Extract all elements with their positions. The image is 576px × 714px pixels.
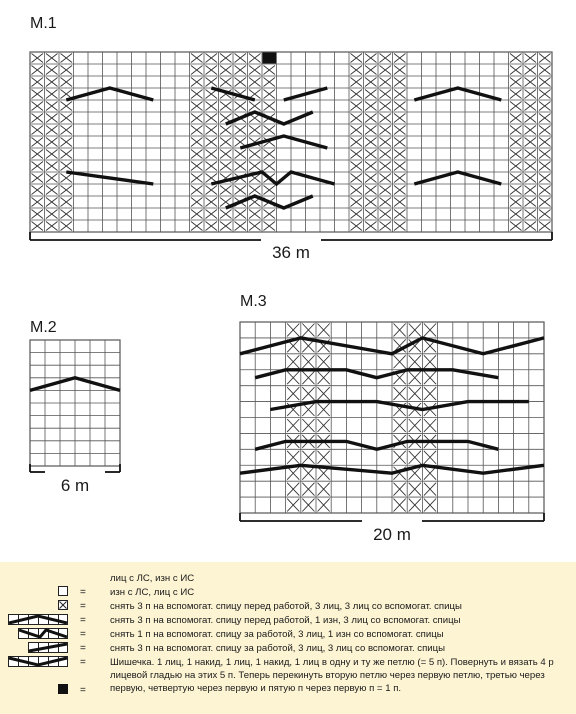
legend-text-bobble: Шишечка. 1 лиц, 1 накид, 1 лиц, 1 накид, 1 лиц в одну и ту же петлю (= 5 п). Повернуть и вязать 4 р лицевой гладью на этих 5 п. Теперь перекинуть вторую петлю через первую петлю, третью через первую, четвертую через первую и пятую п через первую п = 1 п.	[110, 657, 554, 694]
legend-equals: =	[80, 685, 86, 696]
chart-m3-title: M.3	[240, 293, 267, 310]
chart-m2-grid	[30, 340, 120, 466]
knit-square-icon	[58, 586, 68, 596]
legend-text-cable-3-3-back: снять 3 п на вспомогат. спицу за работой, 3 лиц, 3 лиц со вспомогат. спицы	[110, 643, 446, 654]
cable-3-1-3-front-icon	[18, 628, 68, 639]
legend-panel	[0, 562, 576, 714]
legend-text-cable-3-3-front: снять 3 п на вспомогат. спицу перед работой, 3 лиц, 3 лиц со вспомогат. спицы	[110, 601, 462, 612]
cable-3-3-front-icon	[8, 614, 68, 625]
chart-m3-width-label: 20 m	[373, 525, 411, 544]
chart-m3	[240, 293, 544, 544]
legend-equals: =	[80, 587, 86, 598]
bobble-cell	[263, 53, 277, 64]
chart-m3-width-bracket	[240, 513, 544, 521]
legend-item-cable-3-1-3-front	[0, 628, 576, 643]
chart-m1-width-bracket	[30, 232, 552, 240]
chart-m2-width-label: 6 m	[60, 476, 90, 495]
legend-item-cable-3-3-back	[0, 656, 576, 694]
cable-3-3-back-icon	[8, 656, 68, 667]
legend-equals: =	[80, 657, 86, 668]
legend-item-knit	[0, 572, 576, 587]
chart-m1	[30, 15, 552, 262]
legend-equals: =	[80, 629, 86, 640]
legend-item-knit-symbol	[0, 586, 576, 601]
legend-item-cable-1-3-back	[0, 642, 576, 657]
legend-item-cable-3-3-front	[0, 614, 576, 629]
legend-text-cable-1-3-back: снять 1 п на вспомогат. спицу за работой, 3 лиц, 1 изн со вспомогат. спицы	[110, 629, 444, 640]
legend-item-bobble	[0, 684, 576, 699]
legend-text-cable-3-1-3-front: снять 3 п на вспомогат. спицу перед работой, 1 изн, 3 лиц со вспомогат. спицы	[110, 615, 461, 626]
bobble-black-square-icon	[58, 684, 68, 694]
cable-1-3-back-icon	[28, 642, 68, 653]
legend-equals: =	[80, 615, 86, 626]
legend-equals: =	[80, 643, 86, 654]
chart-m2-title: M.2	[30, 319, 57, 336]
legend-text-purl: изн с ЛС, лиц с ИС	[110, 587, 195, 598]
legend-equals: =	[80, 601, 86, 612]
chart-m2	[30, 319, 120, 495]
legend-text-knit: лиц с ЛС, изн с ИС	[110, 573, 195, 584]
chart-m1-title: M.1	[30, 15, 57, 32]
purl-x-square-icon	[58, 600, 68, 610]
legend-item-purl	[0, 600, 576, 615]
chart-m1-width-label: 36 m	[272, 243, 310, 262]
